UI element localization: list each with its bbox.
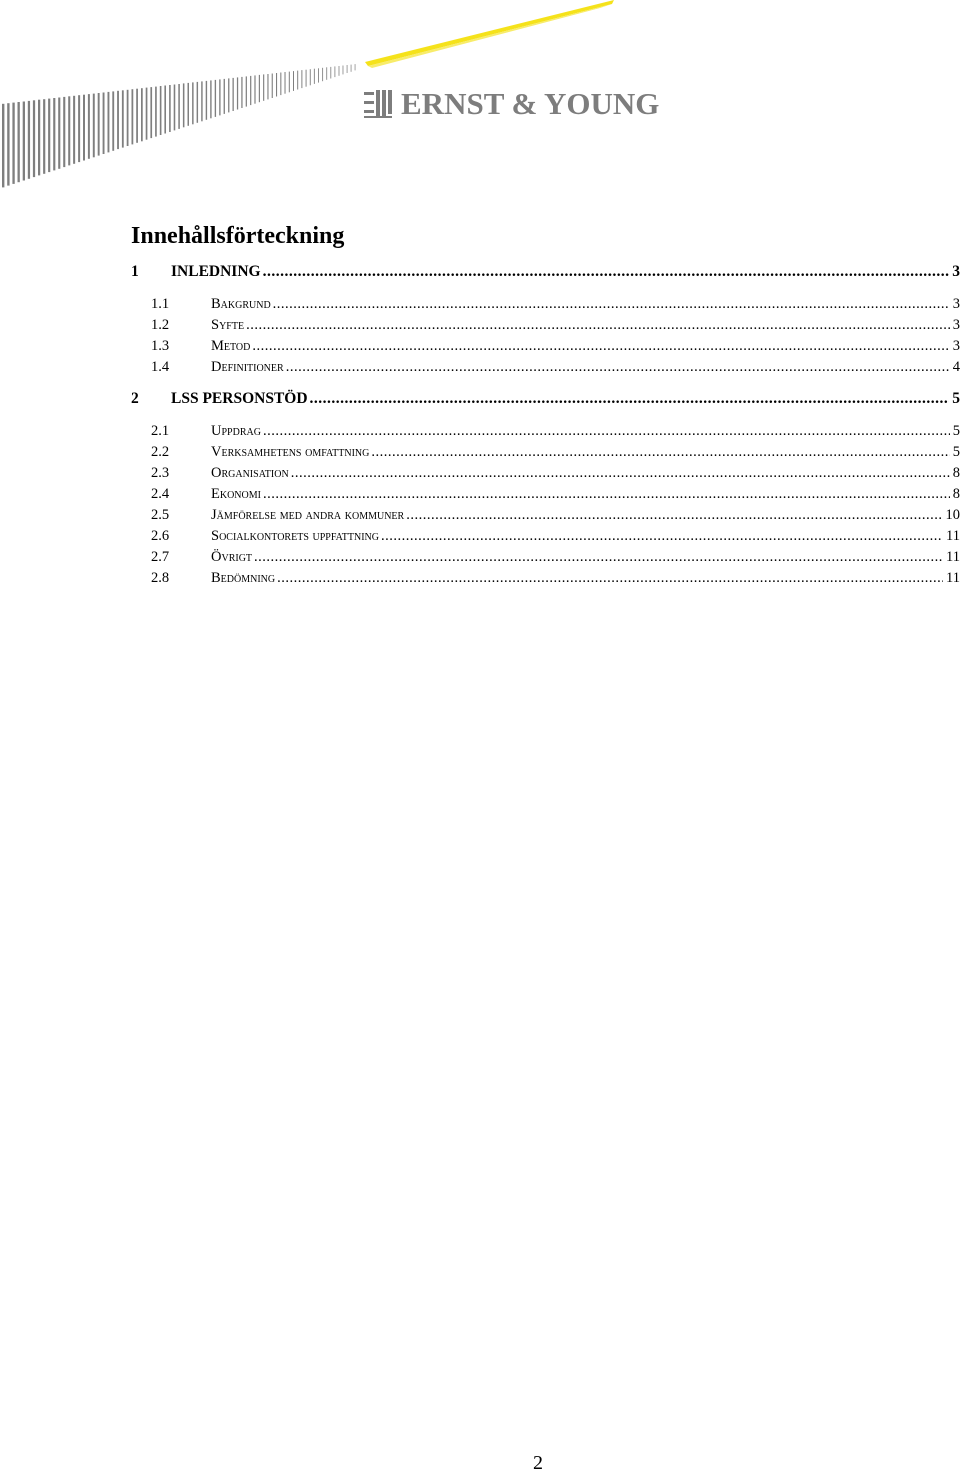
stripe [12,103,14,184]
toc-entry-number: 1.4 [151,358,211,376]
stripe [7,103,9,185]
toc-entry-title: INLEDNING [171,263,261,281]
dot-leader [381,527,943,545]
stripe [73,96,75,164]
toc-entry-number: 2.2 [151,443,211,461]
toc-entry-page: 3 [952,263,960,281]
stripe [267,74,268,99]
toc-entry[interactable] [151,443,960,461]
dot-leader [310,390,950,408]
stripe [254,75,255,103]
stripe [197,82,198,123]
dot-leader [286,358,950,376]
stripe [355,64,356,70]
stripe [169,85,171,132]
stripe [343,66,344,75]
toc-entry-number: 2.1 [151,422,211,440]
stripe [48,99,50,173]
dot-leader [263,422,950,440]
toc-entry[interactable] [151,464,960,482]
stripe [28,101,30,179]
stripe [183,83,185,127]
dot-leader [263,485,950,503]
stripe [112,91,114,150]
stripe [241,77,242,108]
stripe [335,66,336,77]
stripe [192,82,193,124]
stripe [297,71,298,90]
toc-entry[interactable] [151,358,960,376]
stripe [201,81,202,121]
yellow-swoosh [365,0,614,66]
toc-entry-title: Syfte [211,316,244,334]
stripe [339,66,340,76]
stripe [141,88,143,141]
toc-entry-page: 3 [953,295,960,313]
toc-entry-number: 2.7 [151,548,211,566]
stripe [108,92,110,152]
toc-entry-title: Ekonomi [211,485,261,503]
toc-entry-number: 1.3 [151,337,211,355]
stripe [272,74,273,99]
toc-entry-number: 2.5 [151,506,211,524]
stripe [127,90,129,146]
stripe [18,102,20,182]
toc-entry[interactable] [151,295,960,313]
stripe [228,78,229,112]
stripe [150,87,152,138]
toc-entry[interactable] [151,337,960,355]
yellow-swoosh-thin [368,4,612,68]
toc-entry-page: 11 [946,569,960,587]
stripe [136,89,138,143]
stripe [224,79,225,114]
toc-entry-title: Definitioner [211,358,284,376]
stripe [285,72,286,94]
stripe [215,80,216,117]
stripe [318,68,319,82]
page-number: 2 [533,1451,543,1475]
stripe [178,84,180,129]
toc-entry[interactable] [151,422,960,440]
stripe [68,96,70,165]
stripe [237,77,238,109]
toc-entry-page: 5 [953,443,960,461]
dot-leader [254,548,943,566]
stripe [293,71,294,91]
toc-entry[interactable] [151,506,960,524]
toc-entry-page: 3 [953,337,960,355]
toc-entry[interactable] [151,548,960,566]
grey-stripes [2,64,355,187]
stripe [246,76,247,106]
stripe [132,89,134,144]
toc-entry-number: 1 [131,263,171,281]
stripe [93,94,95,158]
stripe [43,99,45,174]
toc-entry-number: 1.1 [151,295,211,313]
dot-leader [252,337,949,355]
stripe [276,73,277,97]
stripe [351,65,352,72]
toc-entry-title: Verksamhetens omfattning [211,443,369,461]
toc-entry-title: Metod [211,337,250,355]
stripe [164,86,166,134]
stripe [301,70,302,88]
stripe [23,102,25,181]
stripe [146,88,148,140]
stripe [83,95,85,161]
toc-entry-page: 8 [953,485,960,503]
toc-entry-page: 5 [953,422,960,440]
stripe [155,87,157,137]
toc-entry-page: 4 [953,358,960,376]
stripe [63,97,65,167]
toc-entry-title: Bedömning [211,569,275,587]
toc-entry-number: 2.8 [151,569,211,587]
toc-entry-page: 5 [952,390,960,408]
toc-entry[interactable] [151,485,960,503]
toc-entry-page: 11 [946,527,960,545]
stripe [206,81,207,120]
toc-entry-title: LSS PERSONSTÖD [171,390,308,408]
toc-entry-number: 2 [131,390,171,408]
dot-leader [273,295,950,313]
toc-entry[interactable] [131,390,960,408]
toc-entry[interactable] [131,263,960,281]
stripe [280,73,281,96]
stripe [188,83,190,126]
ey-logo-mark [364,90,392,118]
stripe [310,69,311,85]
toc-entry-title: Socialkontorets uppfattning [211,527,379,545]
stripe [219,79,220,115]
stripe [306,70,307,87]
toc-entry-title: Uppdrag [211,422,261,440]
stripe [289,72,290,93]
toc-heading: Innehållsförteckning [131,221,344,251]
stripe [210,80,211,118]
stripe [122,90,124,147]
stripe [326,67,327,80]
toc-entry-title: Jämförelse med andra kommuner [211,506,404,524]
toc-entry-number: 2.6 [151,527,211,545]
stripe [250,76,251,105]
toc-entry-title: Organisation [211,464,289,482]
stripe [88,94,90,159]
stripe [330,67,331,79]
toc-entry-page: 10 [946,506,960,524]
toc-entry-page: 3 [953,316,960,334]
toc-entry[interactable] [151,316,960,334]
toc-entry-number: 2.4 [151,485,211,503]
stripe [58,98,60,169]
dot-leader [277,569,943,587]
stripe [38,100,40,176]
toc-entry[interactable] [151,569,960,587]
dot-leader [406,506,942,524]
toc-entry-title: Övrigt [211,548,252,566]
stripe [233,78,234,111]
toc-entry[interactable] [151,527,960,545]
dot-leader [246,316,950,334]
stripe [322,68,323,81]
stripe [347,65,348,73]
stripe [103,93,105,155]
stripe [263,74,264,100]
stripe [33,100,35,177]
stripe [53,98,55,170]
company-logo-text: ERNST & YOUNG [401,86,659,122]
stripe [117,91,119,149]
stripe [314,69,315,84]
stripe [259,75,260,102]
dot-leader [371,443,949,461]
toc-entry-page: 11 [946,548,960,566]
stripe [98,93,100,156]
stripe [174,85,176,131]
stripe [78,95,80,162]
toc-entry-number: 1.2 [151,316,211,334]
stripe [2,104,4,188]
dot-leader [263,263,950,281]
toc-entry-page: 8 [953,464,960,482]
stripe [160,86,162,135]
dot-leader [291,464,950,482]
toc-entry-title: Bakgrund [211,295,271,313]
toc-entry-number: 2.3 [151,464,211,482]
